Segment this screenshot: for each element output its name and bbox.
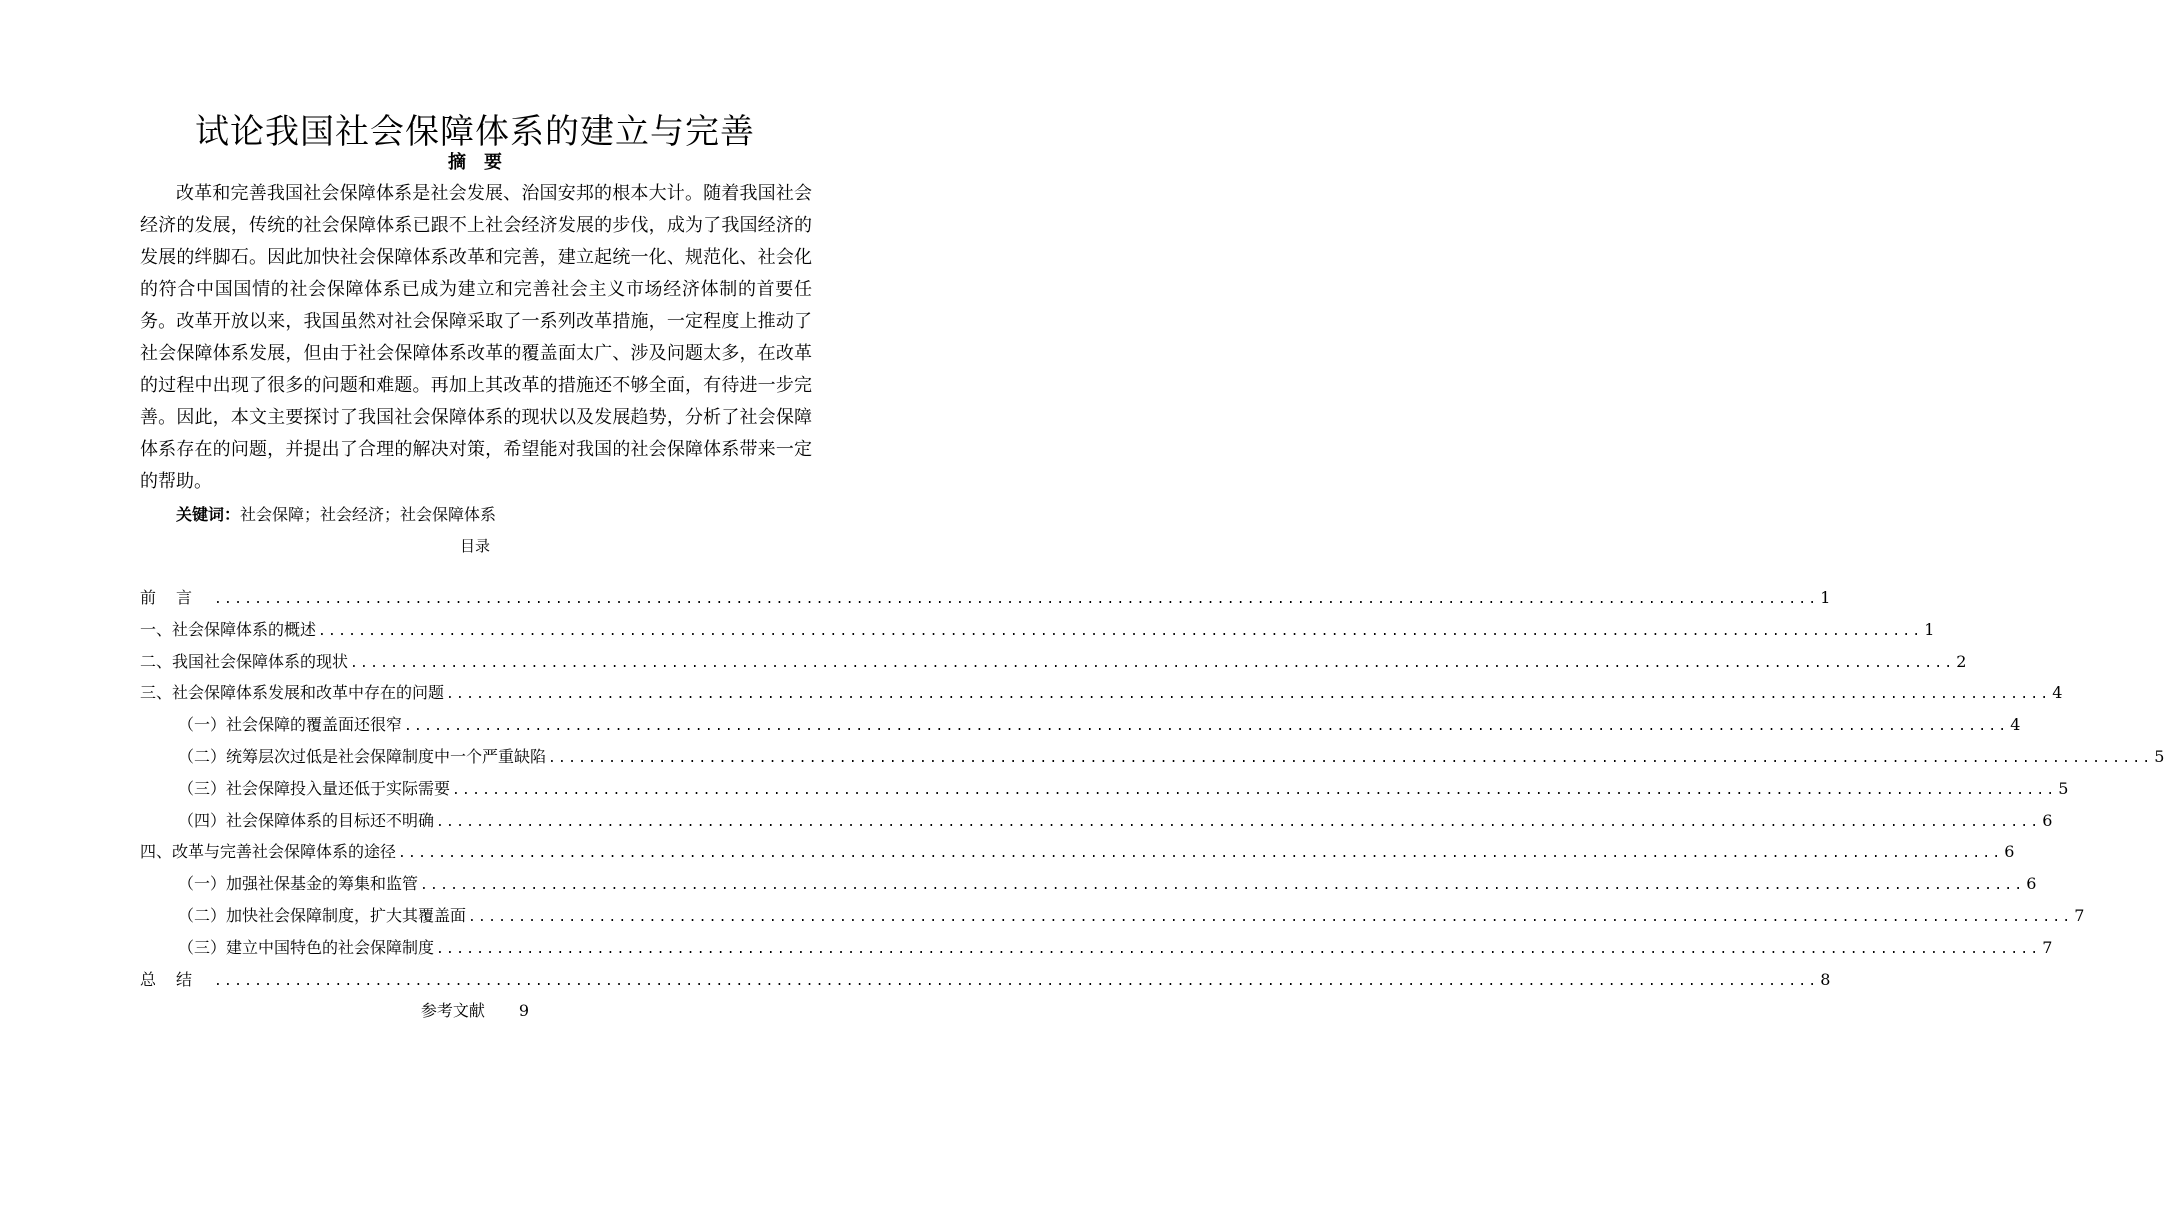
toc-entry-title: 一、社会保障体系的概述 xyxy=(140,619,317,639)
toc-entry[interactable] xyxy=(140,932,2053,964)
toc-entry-title: （三）建立中国特色的社会保障制度 xyxy=(178,937,435,957)
toc-entry-title: 总结 xyxy=(140,969,213,989)
toc-entry-title: （一）加强社保基金的筹集和监管 xyxy=(178,874,419,894)
toc-entry-page-number: 7 xyxy=(2074,905,2085,925)
toc-entry-page-number: 6 xyxy=(2042,810,2053,830)
toc-title: 目录 xyxy=(459,537,490,555)
toc-dot-leader: ................................................................................................................................................................ xyxy=(446,687,2051,703)
toc-entry-page-number: 2 xyxy=(1956,651,1967,671)
toc-dot-leader: ................................................................................................................................................................ xyxy=(398,846,2003,862)
toc-entry-title: 三、社会保障体系发展和改革中存在的问题 xyxy=(140,683,445,703)
toc-entry[interactable] xyxy=(140,836,2015,868)
toc-entry-page-number: 1 xyxy=(1820,588,1831,607)
toc-entry[interactable] xyxy=(140,805,2053,837)
toc-entry-page-number: 5 xyxy=(2058,778,2069,798)
toc-dot-leader: ................................................................................................................................................................ xyxy=(214,592,1819,607)
abstract-heading: 摘 要 xyxy=(448,152,502,173)
toc-entry-title: 二、我国社会保障体系的现状 xyxy=(140,651,349,671)
toc-entry-title: （二）统筹层次过低是社会保障制度中一个严重缺陷 xyxy=(178,746,547,766)
toc-dot-leader: ................................................................................................................................................................ xyxy=(468,909,2073,925)
toc-dot-leader: ................................................................................................................................................................ xyxy=(404,719,2009,735)
toc-references-entry[interactable] xyxy=(0,998,950,1024)
toc-entry[interactable] xyxy=(140,677,2063,709)
toc-entry-title: （一）社会保障的覆盖面还很窄 xyxy=(178,715,403,735)
toc-entry-page-number: 8 xyxy=(1820,969,1831,989)
toc-dot-leader: ................................................................................................................................................................ xyxy=(436,941,2041,957)
toc-entry-title: （二）加快社会保障制度，扩大其覆盖面 xyxy=(178,905,467,925)
toc-entry-page-number: 1 xyxy=(1924,619,1935,639)
references-label: 参考文献 xyxy=(420,1001,485,1020)
toc-entry-page-number: 4 xyxy=(2052,683,2063,703)
toc-entry[interactable] xyxy=(140,868,2037,900)
toc-entry-title: （四）社会保障体系的目标还不明确 xyxy=(178,810,435,830)
document-title: 试论我国社会保障体系的建立与完善 xyxy=(195,112,755,152)
toc-dot-leader: ................................................................................................................................................................ xyxy=(436,814,2041,830)
toc-dot-leader: ................................................................................................................................................................ xyxy=(420,878,2025,894)
toc-entry[interactable] xyxy=(140,773,2069,805)
toc-entry-title: （三）社会保障投入量还低于实际需要 xyxy=(178,778,451,798)
toc-dot-leader: ................................................................................................................................................................ xyxy=(214,973,1819,989)
toc-entry-title: 四、改革与完善社会保障体系的途径 xyxy=(140,842,397,862)
toc-entry[interactable] xyxy=(140,741,2164,773)
references-page-number: 9 xyxy=(518,1001,530,1020)
toc-dot-leader: ................................................................................................................................................................ xyxy=(548,750,2153,766)
toc-dot-leader: ................................................................................................................................................................ xyxy=(350,655,1955,671)
keywords-label: 关键词： xyxy=(176,505,241,524)
toc-entry[interactable] xyxy=(140,614,1935,646)
toc-entry[interactable] xyxy=(140,900,2085,932)
toc-entry[interactable] xyxy=(140,964,1831,996)
toc-entry-title: 前言 xyxy=(140,588,213,607)
keywords-value: 社会保障；社会经济；社会保障体系 xyxy=(240,505,497,524)
toc-entry[interactable] xyxy=(140,646,1967,678)
toc-entry-page-number: 5 xyxy=(2154,746,2164,766)
toc-dot-leader: ................................................................................................................................................................ xyxy=(318,623,1923,639)
toc-entry-page-number: 6 xyxy=(2004,842,2015,862)
toc-entry-page-number: 6 xyxy=(2026,874,2037,894)
table-of-contents xyxy=(140,582,2164,995)
toc-entry-page-number: 4 xyxy=(2010,715,2021,735)
toc-entry-page-number: 7 xyxy=(2042,937,2053,957)
toc-entry[interactable] xyxy=(140,582,1831,614)
toc-entry[interactable] xyxy=(140,709,2021,741)
abstract-body: 改革和完善我国社会保障体系是社会发展、治国安邦的根本大计。随着我国社会经济的发展，传统的社会保障体系已跟不上社会经济发展的步伐，成为了我国经济的发展的绊脚石。因此加快社会保障体系改革和完善，建立起统一化、规范化、社会化的符合中国国情的社会保障体系已成为建立和完善社会主义市场经济体制的首要任务。改革开放以来，我国虽然对社会保障采取了一系列改革措施，一定程度上推动了社会保障体系发展，但由于社会保障体系改革的覆盖面太广、涉及问题太多，在改革的过程中出现了很多的问题和难题。再加上其改革的措施还不够全面，有待进一步完善。因此，本文主要探讨了我国社会保障体系的现状以及发展趋势，分析了社会保障体系存在的问题，并提出了合理的解决对策，希望能对我国的社会保障体系带来一定的帮助。 xyxy=(140,183,812,492)
toc-dot-leader: ................................................................................................................................................................ xyxy=(452,782,2057,798)
keywords-line xyxy=(176,502,496,528)
